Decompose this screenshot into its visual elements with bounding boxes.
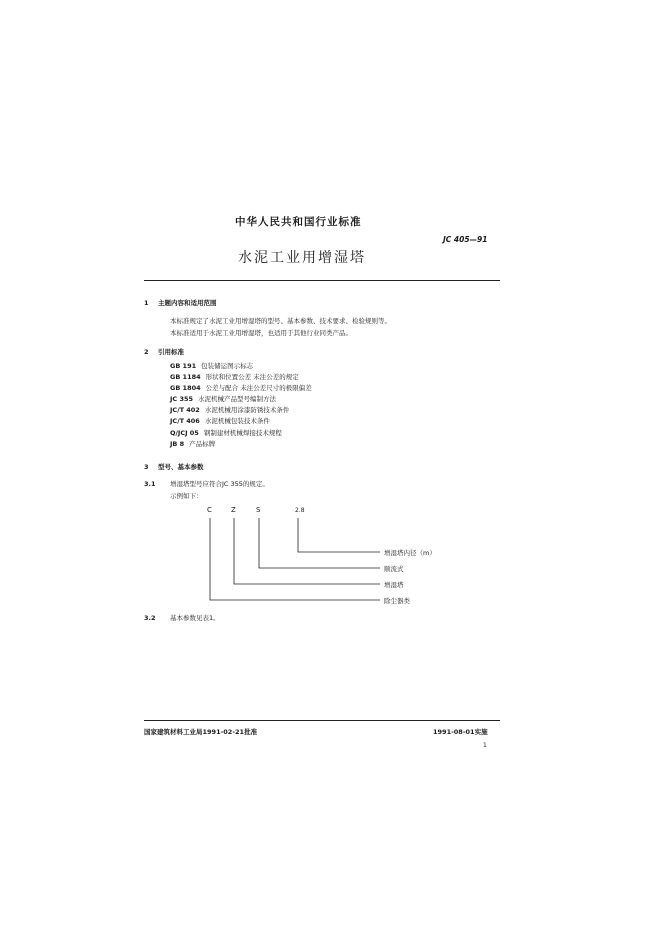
clause-number: 3.1 bbox=[144, 480, 156, 488]
label-dust-collector-class: 除尘器类 bbox=[384, 597, 410, 605]
code-value: 2.8 bbox=[295, 507, 305, 514]
document-title: 水泥工业用增湿塔 bbox=[238, 250, 366, 266]
reference-code: GB 191 bbox=[170, 362, 197, 370]
page-number: 1 bbox=[483, 742, 487, 749]
leader-line-category bbox=[210, 518, 380, 600]
clause-text: 基本参数见表1。 bbox=[170, 614, 220, 622]
reference-code: GB 1184 bbox=[170, 373, 201, 382]
reference-title: 公差与配合 未注公差尺寸的极限偏差 bbox=[205, 384, 312, 393]
standard-code: JC 405—91 bbox=[443, 235, 488, 244]
example-label: 示例如下： bbox=[170, 492, 203, 500]
footer-divider bbox=[144, 720, 500, 721]
section-1-paragraph-1: 本标准规定了水泥工业用增湿塔的型号、基本参数、技术要求、检验规则等。 bbox=[170, 317, 391, 325]
reference-title: 钢制建材机械焊接技术规程 bbox=[203, 428, 282, 437]
reference-title: 形状和位置公差 未注公差的规定 bbox=[205, 373, 299, 382]
section-number: 2 bbox=[144, 348, 149, 356]
leader-line-tower bbox=[234, 518, 380, 584]
reference-title: 水泥机械包装技术条件 bbox=[204, 417, 270, 426]
reference-title: 产品标牌 bbox=[189, 439, 216, 448]
reference-title: 水泥机械用涂漆防锈技术条件 bbox=[204, 406, 290, 415]
reference-title: 包装储运图示标志 bbox=[201, 362, 254, 370]
clause-text: 增湿塔型号应符合JC 355的规定。 bbox=[170, 480, 269, 488]
code-letter-c: C bbox=[207, 506, 212, 514]
section-1-paragraph-2: 本标准适用于水泥工业用增湿塔，也适用于其他行业同类产品。 bbox=[170, 329, 352, 337]
section-number: 1 bbox=[144, 299, 149, 307]
label-cocurrent: 顺流式 bbox=[384, 565, 404, 573]
reference-code: JB 8 bbox=[170, 439, 185, 448]
leader-line-diameter bbox=[298, 518, 380, 552]
approval-date: 国家建筑材料工业局1991-02-21批准 bbox=[144, 728, 258, 736]
reference-code: JC/T 406 bbox=[170, 417, 200, 426]
clause-number: 3.2 bbox=[144, 614, 156, 622]
section-title: 主题内容和适用范围 bbox=[158, 299, 217, 307]
clause-3-2 bbox=[144, 613, 220, 622]
implementation-date: 1991-08-01实施 bbox=[433, 728, 488, 736]
reference-code: Q/JCJ 05 bbox=[170, 428, 199, 437]
code-letter-s: S bbox=[256, 506, 261, 514]
issuing-organization: 中华人民共和国行业标准 bbox=[235, 216, 362, 228]
reference-title: 水泥机械产品型号编制方法 bbox=[198, 395, 277, 404]
reference-code: JC 355 bbox=[170, 395, 194, 404]
code-letter-z: Z bbox=[231, 506, 236, 514]
section-title: 引用标准 bbox=[158, 348, 184, 356]
label-inner-diameter: 增湿塔内径（m） bbox=[384, 549, 436, 557]
section-title: 型号、基本参数 bbox=[158, 463, 204, 471]
label-humidifying-tower: 增湿塔 bbox=[384, 581, 404, 589]
reference-code: JC/T 402 bbox=[170, 406, 200, 415]
section-number: 3 bbox=[144, 463, 149, 471]
leader-line-flow bbox=[259, 518, 380, 568]
reference-code: GB 1804 bbox=[170, 384, 201, 393]
